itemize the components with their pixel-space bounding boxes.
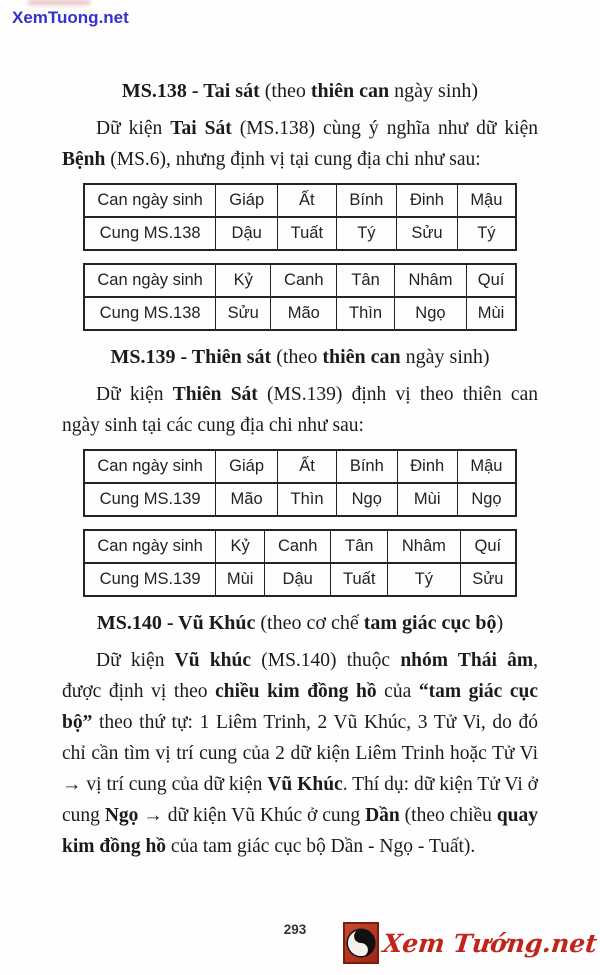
table-cell: Tý — [457, 217, 516, 250]
table-cell: Ất — [277, 450, 336, 483]
table-cell: Ngọ — [457, 483, 516, 516]
table-cell: Cung MS.139 — [84, 483, 216, 516]
table-cell: Mùi — [397, 483, 457, 516]
table-cell: Canh — [271, 264, 337, 297]
table-cell: Ngọ — [394, 297, 466, 330]
table-cell: Tân — [331, 530, 388, 563]
table-cell: Cung MS.138 — [84, 297, 216, 330]
table-cell: Canh — [265, 530, 331, 563]
table-cell: Mùi — [467, 297, 516, 330]
table-cell: Can ngày sinh — [84, 264, 216, 297]
table-cell: Dậu — [265, 563, 331, 596]
section-heading-ms139: MS.139 - Thiên sát (theo thiên can ngày sinh) — [110, 346, 490, 368]
table-cell: Tân — [337, 264, 394, 297]
table-cell: Ất — [278, 184, 336, 217]
table-cell: Giáp — [216, 450, 278, 483]
table-cell: Tuất — [278, 217, 336, 250]
table-cell: Cung MS.138 — [84, 217, 216, 250]
table-ms139-b — [83, 529, 517, 597]
table-cell: Sửu — [216, 297, 271, 330]
footer-logo-text: Xem Tướng.net — [381, 928, 599, 958]
table-cell: Tý — [336, 217, 397, 250]
paragraph-ms139: Dữ kiện Thiên Sát (MS.139) định vị theo thiên can ngày sinh tại các cung địa chi như sau: — [62, 384, 538, 436]
paragraph-ms138: Dữ kiện Tai Sát (MS.138) cùng ý nghĩa như dữ kiện Bệnh (MS.6), nhưng định vị tại cung địa chi như sau: — [62, 118, 538, 170]
table-row — [84, 483, 516, 516]
table-cell: Mùi — [216, 563, 265, 596]
table-cell: Dậu — [216, 217, 278, 250]
table-row — [84, 530, 516, 563]
table-cell: Thìn — [337, 297, 394, 330]
table-cell: Mão — [216, 483, 278, 516]
table-cell: Kỷ — [216, 530, 265, 563]
table-row — [84, 217, 516, 250]
table-cell: Sửu — [397, 217, 458, 250]
section-heading-ms140: MS.140 - Vũ Khúc (theo cơ chế tam giác cục bộ) — [96, 612, 504, 634]
table-cell: Đinh — [397, 450, 457, 483]
page-number: 293 — [283, 922, 307, 937]
table-cell: Giáp — [216, 184, 278, 217]
table-cell: Đinh — [397, 184, 458, 217]
table-row — [84, 563, 516, 596]
table-ms139-a — [83, 449, 517, 517]
table-cell: Quí — [460, 530, 516, 563]
table-cell: Mậu — [457, 450, 516, 483]
watermark-link[interactable]: XemTuong.net — [12, 8, 129, 27]
yin-yang-icon — [343, 922, 379, 964]
table-cell: Thìn — [277, 483, 336, 516]
table-cell: Bính — [337, 450, 397, 483]
table-cell: Ngọ — [337, 483, 397, 516]
scan-artifact-smudge — [28, 0, 90, 5]
table-row — [84, 184, 516, 217]
table-cell: Can ngày sinh — [84, 450, 216, 483]
table-cell: Can ngày sinh — [84, 184, 216, 217]
table-cell: Quí — [467, 264, 516, 297]
table-row — [84, 450, 516, 483]
table-cell: Nhâm — [388, 530, 461, 563]
table-cell: Tuất — [331, 563, 388, 596]
table-cell: Kỷ — [216, 264, 271, 297]
table-cell: Sửu — [460, 563, 516, 596]
table-cell: Mậu — [457, 184, 516, 217]
table-row — [84, 264, 516, 297]
table-cell: Nhâm — [394, 264, 466, 297]
table-cell: Mão — [271, 297, 337, 330]
footer-logo[interactable] — [343, 922, 597, 964]
page-content — [62, 78, 538, 866]
table-ms138-a — [83, 183, 517, 251]
section-heading-ms138: MS.138 - Tai sát (theo thiên can ngày sinh) — [121, 80, 479, 102]
table-cell: Bính — [336, 184, 397, 217]
table-cell: Tý — [388, 563, 461, 596]
paragraph-ms140: Dữ kiện Vũ khúc (MS.140) thuộc nhóm Thái âm, được định vị theo chiều kim đồng hồ của “tam giác cục bộ” theo thứ tự: 1 Liêm Trinh, 2 Vũ Khúc, 3 Tử Vi, do đó chỉ cần tìm vị trí cung của 2 dữ kiện Liêm Trinh hoặc Tử Vi → vị trí cung của dữ kiện Vũ Khúc. Thí dụ: dữ kiện Tử Vi ở cung Ngọ → dữ kiện Vũ Khúc ở cung Dần (theo chiều quay kim đồng hồ của tam giác cục bộ Dần - Ngọ - Tuất). — [62, 650, 539, 857]
table-cell: Can ngày sinh — [84, 530, 216, 563]
table-ms138-b — [83, 263, 517, 331]
table-row — [84, 297, 516, 330]
table-cell: Cung MS.139 — [84, 563, 216, 596]
